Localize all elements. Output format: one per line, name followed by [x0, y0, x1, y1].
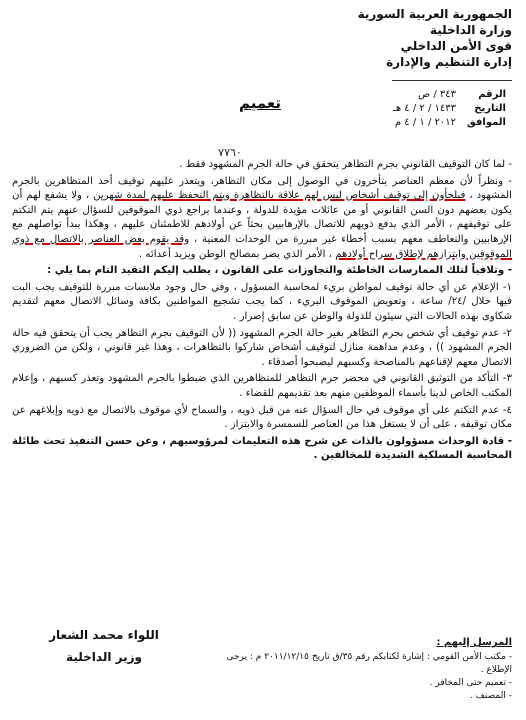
country-name: الجمهورية العربية السورية — [357, 7, 512, 21]
underlined-passage-2: وقد يقوم بعض العناصر بالاتصال مع ذوي الموقوفين وابتزازهم لإطلاق سراح أولادهم — [12, 233, 512, 260]
hijri-date-value: ١٤٣٣ / ٢ / ٤ هـ — [392, 103, 456, 114]
gregorian-date-label: الموافق — [466, 117, 506, 128]
context-text-1: - ونظراً لأن معظم العناصر يتأخرون في الوصول إلى مكان التظاهر، ويتعذر عليهم توقيف أحد المتظاهرين بالجرم المشهود ، — [12, 175, 512, 202]
recipient-1: - مكتب الأمن القومي : إشارة لكتابكم رقم ٣٥/ق تاريخ ٢٠١١/١٢/١٥ م : يرجى الإطلاع . — [226, 652, 512, 675]
underlined-passage-1: فيلجأون إلى توقيف أشخاص ليس لهم علاقة بالتظاهرة ويتم التحفظ عليهم لمدة شهرين — [93, 190, 466, 202]
document-body — [12, 158, 512, 466]
reference-number-value: ٣٤٣ / ص — [418, 89, 456, 100]
closing-text: - قادة الوحدات مسؤولون بالذات عن شرح هذه التعليمات لمرؤوسيهم ، وعن حسن التنفيذ تحت طائلة المحاسبة المسلكية الشديدة للمخالفين . — [12, 435, 512, 462]
instruction-item-2: ٢- عدم توقيف أي شخص بجرم التظاهر بغير حالة الجرم المشهود (( لأن التوقيف بجرم التظاهر يجب أن يتحقق فيه حالة الجرم المشهود )) ، وعدم مداهمة منازل لتوقيف أشخاص شاركوا بالتظاهرات ، وهذا غير قانوني ، ولكن من الضروري الاتصال معهم لإقناعهم بالمناصحة وكسبهم ليصبحوا أصدقاء . — [12, 327, 512, 368]
recipients-title: المرسل إليهم : — [436, 637, 512, 648]
reference-number-row — [296, 88, 506, 102]
gregorian-date-row — [296, 116, 506, 130]
letterhead — [312, 6, 512, 70]
gregorian-date-value: ٢٠١٢ / ١ / ٤ م — [394, 117, 456, 128]
recipient-3: - المصنف . — [469, 691, 512, 701]
hijri-date-row — [296, 102, 506, 116]
header-divider — [392, 80, 512, 81]
context-text-3: ، الأمر الذي يضر بمصالح الوطن ويزيد أعدائه . — [138, 248, 332, 260]
department-name: إدارة التنظيم والإدارة — [386, 55, 512, 69]
signatory-name: اللواء محمد الشعار — [49, 628, 159, 642]
handwritten-serial: ٧٧٦٠ — [218, 146, 242, 159]
paragraph-premise: - لما كان التوقيف القانوني بجرم التظاهر يتحقق في حالة الجرم المشهود فقط . — [179, 159, 512, 170]
recipients-block — [212, 636, 512, 703]
signature-block — [24, 624, 184, 668]
signatory-title: وزير الداخلية — [66, 650, 142, 664]
paragraph-context — [12, 175, 512, 263]
document-title: تعميم — [238, 94, 282, 112]
instruction-item-4: ٤- عدم التكتم على أي موقوف في حال السؤال عنه من قبل ذويه ، والسماح لأي موقوف بالاتصال مع ذويه وإبلاغهم عن مكان توقيفه ، على أن لا يستغل هذا من العناصر للسمسرة والابتزاز . — [12, 404, 512, 431]
context-text-2: ، ولا يشفع لهم أن يكون بعضهم دون السن القانوني أو من عائلات مؤيدة للدولة ، وعندما يراجع ذوي الموقوفين للسؤال عنهم يتم التكتم على توقيفهم ، الأمر الذي يدفع ذويهم للاتصال بالإرهابيين بحثاً عن أولادهم للاطمئنان عليهم ، وهكذا يبدأ تواصلهم مع الإرهابيين والتعاطف معهم بسبب أخطاء غير مبررة من الوحدات المعنية ، — [12, 190, 513, 245]
instructions-intro — [12, 264, 512, 279]
closing-paragraph — [12, 435, 512, 464]
instructions-intro-text: - وتلافياً لتلك الممارسات الخاطئة والتجاوزات على القانون ، يطلب إليكم التقيد التام بما يلي : — [47, 265, 512, 277]
force-name: قوى الأمن الداخلي — [400, 39, 512, 53]
reference-block — [296, 88, 506, 130]
recipient-2: - تعميم حتى المخافر . — [429, 678, 512, 688]
hijri-date-label: التاريخ — [474, 103, 506, 114]
reference-number-label: الرقم — [478, 89, 506, 100]
ministry-name: وزارة الداخلية — [429, 23, 512, 37]
instruction-item-3: ٣- التأكد من التوثيق القانوني في محضر جرم التظاهر للمتظاهرين الذي ضبطوا بالجرم المشهود وتعذر كسبهم ، وإعلام المكتب الخاص لدينا بأسماء الموظفين منهم بعد تقديمهم للقضاء . — [12, 373, 512, 399]
instruction-item-1: ١- الإعلام عن أي حالة توقيف لمواطن بريء لمحاسبة المسؤول ، وفي حال وجود ملابسات مبررة للتوقيف يجب البت فيها خلال /٢٤/ ساعة ، وتعويض الموقوف البريء ، كما يجب تشجيع المواطنين بكافة وسائل الاتصال معهم لتقديم شكاوى بهذه الحالات التي سيئون للدولة والوطن عن سابق إصرار . — [12, 281, 512, 322]
